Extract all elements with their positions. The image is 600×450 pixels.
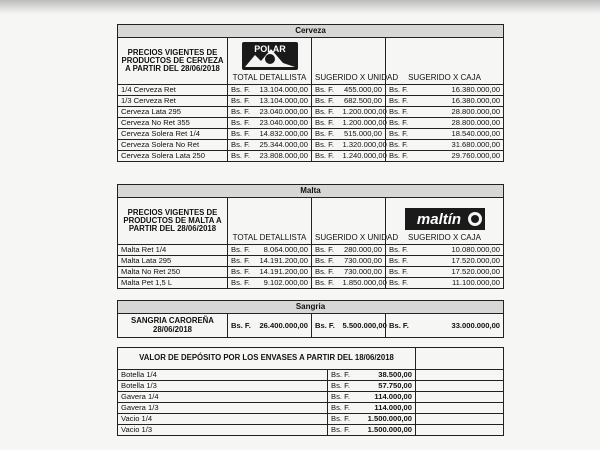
deposito-currency: Bs. F. — [328, 403, 356, 414]
deposito-row — [118, 425, 504, 436]
deposito-table — [117, 347, 504, 436]
malta-sugerido-caja: 11.100.000,00 — [416, 278, 504, 289]
page-shadow — [0, 0, 600, 14]
malta-currency: Bs. F. — [312, 245, 340, 256]
cerveza-total-detallista: 25.344.000,00 — [256, 140, 312, 151]
deposito-item-value: 57.750,00 — [356, 381, 416, 392]
cerveza-currency: Bs. F. — [312, 140, 340, 151]
cerveza-description: PRECIOS VIGENTES DE PRODUCTOS DE CERVEZA A PARTIR DEL 28/06/2018 — [118, 38, 228, 85]
cerveza-currency: Bs. F. — [312, 85, 340, 96]
cerveza-sugerido-caja: 16.380.000,00 — [416, 85, 504, 96]
deposito-item-name: Gavera 1/3 — [118, 403, 328, 414]
cerveza-total-detallista: 13.104.000,00 — [256, 96, 312, 107]
malta-col2-label: SUGERIDO X UNIDAD — [312, 198, 386, 245]
cerveza-currency: Bs. F. — [312, 151, 340, 162]
sangria-table — [117, 300, 504, 338]
deposito-currency: Bs. F. — [328, 425, 356, 436]
malta-total-detallista: 14.191.200,00 — [256, 267, 312, 278]
cerveza-col2-label: SUGERIDO X UNIDAD — [312, 38, 386, 85]
cerveza-sugerido-unidad: 1.320.000,00 — [340, 140, 386, 151]
malta-currency: Bs. F. — [386, 278, 416, 289]
sangria-description: SANGRIA CAROREÑA 28/06/2018 — [118, 314, 228, 338]
cerveza-table — [117, 24, 504, 162]
deposito-item-name: Botella 1/4 — [118, 370, 328, 381]
cerveza-currency: Bs. F. — [312, 107, 340, 118]
malta-currency: Bs. F. — [228, 267, 256, 278]
cerveza-sugerido-unidad: 515.000,00 — [340, 129, 386, 140]
cerveza-product-name: 1/3 Cerveza Ret — [118, 96, 228, 107]
cerveza-product-name: Cerveza Solera No Ret — [118, 140, 228, 151]
deposito-blank-cell — [416, 403, 504, 414]
cerveza-sugerido-caja: 31.680.000,00 — [416, 140, 504, 151]
malta-sugerido-caja: 17.520.000,00 — [416, 256, 504, 267]
cerveza-total-detallista: 23.040.000,00 — [256, 107, 312, 118]
cerveza-sugerido-caja: 29.760.000,00 — [416, 151, 504, 162]
cerveza-row — [118, 85, 504, 96]
cerveza-currency: Bs. F. — [386, 151, 416, 162]
malta-title: Malta — [118, 185, 504, 198]
cerveza-product-name: Cerveza Solera Lata 250 — [118, 151, 228, 162]
deposito-row — [118, 370, 504, 381]
deposito-currency: Bs. F. — [328, 370, 356, 381]
cerveza-sugerido-caja: 16.380.000,00 — [416, 96, 504, 107]
malta-currency: Bs. F. — [386, 256, 416, 267]
deposito-item-value: 114.000,00 — [356, 392, 416, 403]
deposito-currency: Bs. F. — [328, 392, 356, 403]
malta-product-name: Malta Pet 1,5 L — [118, 278, 228, 289]
cerveza-currency: Bs. F. — [386, 129, 416, 140]
deposito-item-name: Vacio 1/4 — [118, 414, 328, 425]
malta-total-detallista: 9.102.000,00 — [256, 278, 312, 289]
cerveza-row — [118, 151, 504, 162]
malta-currency: Bs. F. — [312, 267, 340, 278]
cerveza-total-detallista: 13.104.000,00 — [256, 85, 312, 96]
malta-sugerido-unidad: 730.000,00 — [340, 267, 386, 278]
cerveza-col3-label: SUGERIDO X CAJA — [386, 38, 504, 85]
deposito-item-value: 1.500.000,00 — [356, 425, 416, 436]
cerveza-sugerido-caja: 28.800.000,00 — [416, 118, 504, 129]
sangria-currency-3: Bs. F. — [386, 314, 416, 338]
deposito-row — [118, 381, 504, 392]
cerveza-currency: Bs. F. — [386, 140, 416, 151]
cerveza-total-detallista: 23.040.000,00 — [256, 118, 312, 129]
malta-currency: Bs. F. — [312, 256, 340, 267]
cerveza-sugerido-unidad: 455.000,00 — [340, 85, 386, 96]
malta-total-detallista: 8.064.000,00 — [256, 245, 312, 256]
cerveza-sugerido-unidad: 1.240.000,00 — [340, 151, 386, 162]
cerveza-product-name: 1/4 Cerveza Ret — [118, 85, 228, 96]
malta-row — [118, 256, 504, 267]
cerveza-sugerido-caja: 18.540.000,00 — [416, 129, 504, 140]
cerveza-currency: Bs. F. — [228, 151, 256, 162]
malta-currency: Bs. F. — [386, 267, 416, 278]
malta-currency: Bs. F. — [312, 278, 340, 289]
deposito-item-name: Gavera 1/4 — [118, 392, 328, 403]
malta-col-caja — [386, 198, 504, 245]
polar-logo-text: POLAR — [253, 44, 286, 55]
deposito-item-name: Botella 1/3 — [118, 381, 328, 392]
cerveza-currency: Bs. F. — [386, 107, 416, 118]
deposito-currency: Bs. F. — [328, 381, 356, 392]
malta-sugerido-caja: 17.520.000,00 — [416, 267, 504, 278]
deposito-blank-cell — [416, 381, 504, 392]
deposito-currency: Bs. F. — [328, 414, 356, 425]
cerveza-title: Cerveza — [118, 25, 504, 38]
cerveza-currency: Bs. F. — [312, 118, 340, 129]
sangria-value-total: 26.400.000,00 — [256, 314, 312, 338]
cerveza-product-name: Cerveza No Ret 355 — [118, 118, 228, 129]
cerveza-currency: Bs. F. — [228, 129, 256, 140]
malta-currency: Bs. F. — [228, 278, 256, 289]
cerveza-row — [118, 107, 504, 118]
cerveza-product-name: Cerveza Lata 295 — [118, 107, 228, 118]
deposito-blank-cell — [416, 392, 504, 403]
cerveza-currency: Bs. F. — [228, 107, 256, 118]
deposito-title: VALOR DE DEPÓSITO POR LOS ENVASES A PARTIR DEL 18/06/2018 — [118, 348, 416, 370]
cerveza-total-detallista: 23.808.000,00 — [256, 151, 312, 162]
deposito-row — [118, 403, 504, 414]
cerveza-product-name: Cerveza Solera Ret 1/4 — [118, 129, 228, 140]
malta-row — [118, 245, 504, 256]
malta-sugerido-caja: 10.080.000,00 — [416, 245, 504, 256]
cerveza-currency: Bs. F. — [386, 96, 416, 107]
cerveza-row — [118, 129, 504, 140]
cerveza-currency: Bs. F. — [386, 118, 416, 129]
sangria-title: Sangria — [118, 301, 504, 314]
maltin-logo — [405, 207, 485, 231]
cerveza-row — [118, 96, 504, 107]
deposito-item-value: 38.500,00 — [356, 370, 416, 381]
cerveza-sugerido-unidad: 1.200.000,00 — [340, 118, 386, 129]
cerveza-sugerido-caja: 28.800.000,00 — [416, 107, 504, 118]
maltin-logo-text: maltín — [416, 211, 461, 229]
cerveza-col-total-detallista — [228, 38, 312, 85]
deposito-item-value: 1.500.000,00 — [356, 414, 416, 425]
malta-col1-label: TOTAL DETALLISTA — [228, 198, 312, 245]
sangria-value-unidad: 5.500.000,00 — [340, 314, 386, 338]
cerveza-row — [118, 140, 504, 151]
cerveza-currency: Bs. F. — [386, 85, 416, 96]
polar-logo — [241, 41, 299, 73]
sangria-value-caja: 33.000.000,00 — [416, 314, 504, 338]
malta-currency: Bs. F. — [228, 245, 256, 256]
cerveza-currency: Bs. F. — [228, 140, 256, 151]
malta-currency: Bs. F. — [386, 245, 416, 256]
cerveza-sugerido-unidad: 1.200.000,00 — [340, 107, 386, 118]
deposito-row — [118, 414, 504, 425]
malta-row — [118, 267, 504, 278]
cerveza-currency: Bs. F. — [228, 118, 256, 129]
malta-total-detallista: 14.191.200,00 — [256, 256, 312, 267]
cerveza-currency: Bs. F. — [312, 96, 340, 107]
cerveza-row — [118, 118, 504, 129]
deposito-item-value: 114.000,00 — [356, 403, 416, 414]
malta-product-name: Malta Lata 295 — [118, 256, 228, 267]
malta-row — [118, 278, 504, 289]
cerveza-currency: Bs. F. — [228, 96, 256, 107]
malta-product-name: Malta Ret 1/4 — [118, 245, 228, 256]
cerveza-col1-label: TOTAL DETALLISTA — [232, 72, 307, 82]
malta-description: PRECIOS VIGENTES DE PRODUCTOS DE MALTA A PARTIR DEL 28/06/2018 — [118, 198, 228, 245]
cerveza-currency: Bs. F. — [228, 85, 256, 96]
malta-product-name: Malta No Ret 250 — [118, 267, 228, 278]
deposito-row — [118, 392, 504, 403]
deposito-blank-cell — [416, 425, 504, 436]
cerveza-sugerido-unidad: 682.500,00 — [340, 96, 386, 107]
cerveza-total-detallista: 14.832.000,00 — [256, 129, 312, 140]
deposito-blank-cell — [416, 414, 504, 425]
deposito-item-name: Vacio 1/3 — [118, 425, 328, 436]
deposito-blank-cell — [416, 370, 504, 381]
sangria-currency-1: Bs. F. — [228, 314, 256, 338]
malta-sugerido-unidad: 730.000,00 — [340, 256, 386, 267]
malta-currency: Bs. F. — [228, 256, 256, 267]
sangria-currency-2: Bs. F. — [312, 314, 340, 338]
malta-table — [117, 184, 504, 289]
cerveza-currency: Bs. F. — [312, 129, 340, 140]
malta-sugerido-unidad: 280.000,00 — [340, 245, 386, 256]
deposito-empty-cell — [416, 348, 504, 370]
malta-col3-label: SUGERIDO X CAJA — [408, 232, 481, 242]
malta-sugerido-unidad: 1.850.000,00 — [340, 278, 386, 289]
